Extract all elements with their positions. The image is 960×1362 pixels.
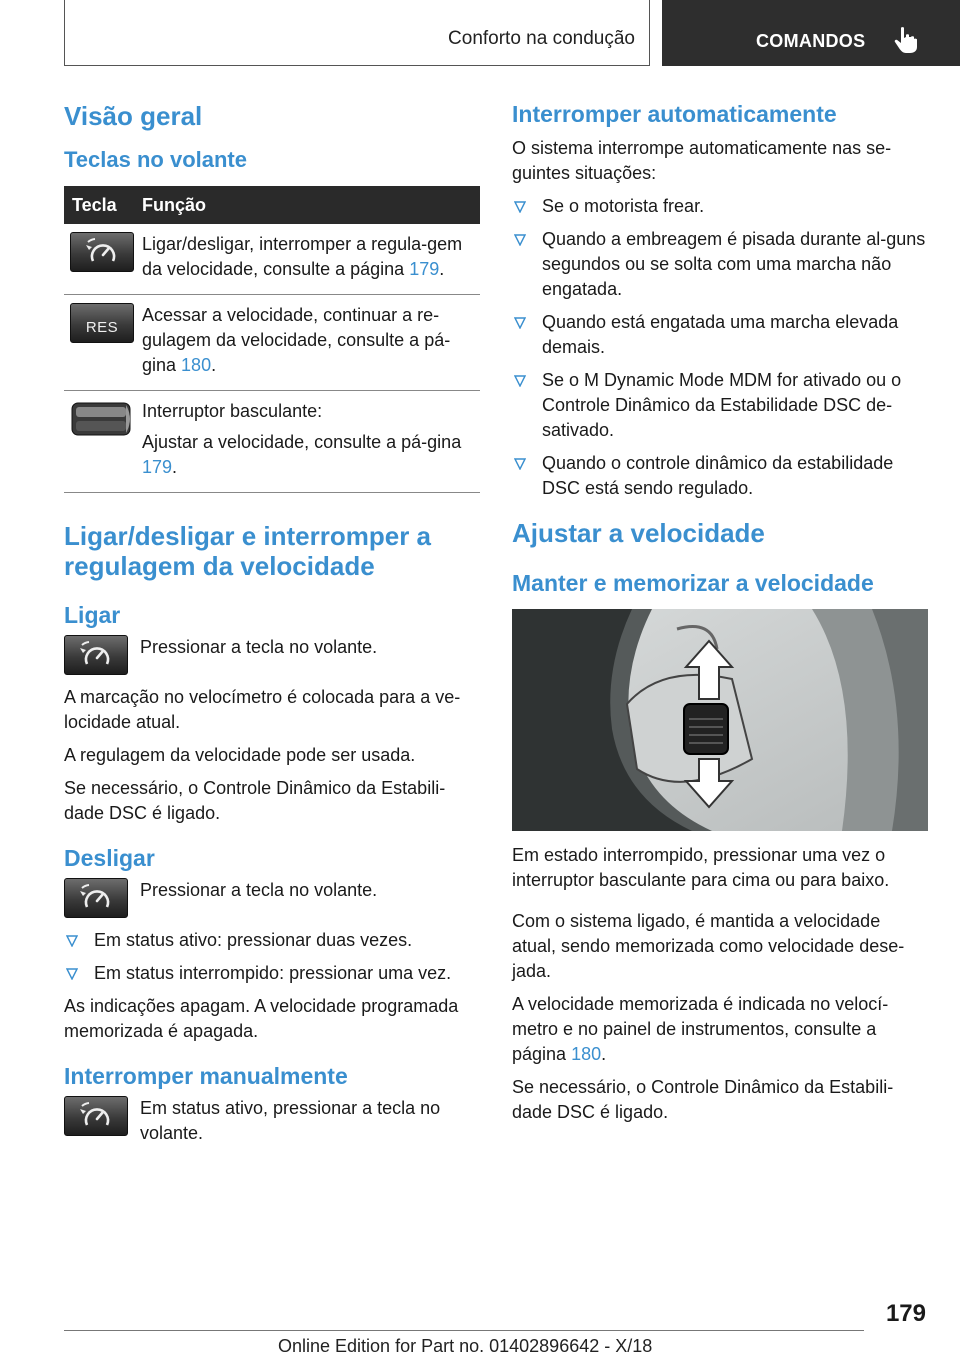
cruise-control-key-icon bbox=[64, 878, 128, 918]
triangle-bullet-icon bbox=[66, 968, 78, 980]
cruise-control-key-icon bbox=[64, 1096, 128, 1136]
hand-pointer-icon bbox=[894, 26, 920, 54]
res-key-icon bbox=[70, 303, 134, 343]
triangle-bullet-icon bbox=[514, 375, 526, 387]
rocker-label: Interruptor basculante: bbox=[142, 401, 323, 421]
table-row: RES Acessar a velocidade, continuar a re-gulagem da velocidade, consulte a pá-gina 180. bbox=[64, 295, 480, 391]
list-item: Quando o controle dinâmico da estabilidade DSC está sendo regulado. bbox=[512, 451, 928, 501]
adjust-p3: Se necessário, o Controle Dinâmico da Estabili-dade DSC é ligado. bbox=[512, 1077, 894, 1122]
manual-heading: Interromper manualmente bbox=[64, 1063, 348, 1089]
header-chapter-label: COMANDOS bbox=[756, 31, 866, 51]
triangle-bullet-icon bbox=[66, 935, 78, 947]
list-item: Se o M Dynamic Mode MDM for ativado ou o Controle Dinâmico da Estabilidade DSC de-sativado. bbox=[512, 368, 928, 443]
desligar-icon-text: Pressionar a tecla no volante. bbox=[140, 880, 378, 900]
cruise-control-key-icon bbox=[64, 635, 128, 675]
page-header bbox=[0, 0, 960, 66]
ligar-icon-text: Pressionar a tecla no volante. bbox=[140, 637, 378, 657]
header-section-box bbox=[64, 0, 650, 66]
page-link[interactable]: 180 bbox=[571, 1044, 602, 1064]
page-number: 179 bbox=[885, 1300, 926, 1327]
auto-intro: O sistema interrompe automaticamente nas se-guintes situações: bbox=[512, 138, 892, 183]
page-link[interactable]: 180 bbox=[181, 355, 212, 375]
steering-keys-heading: Teclas no volante bbox=[64, 147, 247, 172]
manual-icon-text: Em status ativo, pressionar a tecla no volante. bbox=[140, 1098, 441, 1143]
res-key-label: RES bbox=[85, 319, 119, 336]
adjust-speed-title: Ajustar a velocidade bbox=[512, 518, 765, 548]
ligar-p1: A marcação no velocímetro é colocada para a ve-locidade atual. bbox=[64, 687, 461, 732]
triangle-bullet-icon bbox=[514, 201, 526, 213]
list-item: Quando está engatada uma marcha elevada demais. bbox=[512, 310, 928, 360]
table-row: Ligar/desligar, interromper a regula-gem da velocidade, consulte a página 179. bbox=[64, 224, 480, 295]
right-column bbox=[512, 100, 928, 1133]
adjust-p2: A velocidade memorizada é indicada no velocí-metro e no painel de instrumentos, consulte a página 180. bbox=[512, 994, 889, 1064]
triangle-bullet-icon bbox=[514, 458, 526, 470]
auto-bullets bbox=[512, 194, 928, 501]
section-on-off-title: Ligar/desligar e interromper a regulagem da velocidade bbox=[64, 521, 432, 581]
header-section-title: Conforto na condução bbox=[448, 28, 635, 49]
rocker-switch-icon bbox=[70, 399, 134, 439]
triangle-bullet-icon bbox=[514, 234, 526, 246]
list-item: Quando a embreagem é pisada durante al-guns segundos ou se solta com uma marcha não engatada. bbox=[512, 227, 928, 302]
ligar-heading: Ligar bbox=[64, 602, 121, 628]
row-text: Ligar/desligar, interromper a regula-gem da velocidade, consulte a página bbox=[142, 234, 463, 279]
header-chapter-tab[interactable] bbox=[662, 0, 960, 66]
steering-rocker-photo bbox=[512, 609, 928, 831]
row-text: Acessar a velocidade, continuar a re-gulagem da velocidade, consulte a pá-gina bbox=[142, 305, 451, 375]
col-key-header: Tecla bbox=[64, 186, 142, 224]
auto-interrupt-heading: Interromper automaticamente bbox=[512, 101, 837, 127]
cruise-control-key-icon bbox=[70, 232, 134, 272]
ligar-p2: A regulagem da velocidade pode ser usada. bbox=[64, 745, 416, 765]
table-header-row bbox=[64, 186, 480, 224]
footer-divider bbox=[64, 1330, 864, 1331]
desligar-p1: As indicações apagam. A velocidade programada memorizada é apagada. bbox=[64, 996, 459, 1041]
col-function-header: Função bbox=[142, 186, 480, 224]
row-text: Ajustar a velocidade, consulte a pá-gina bbox=[142, 432, 462, 452]
page-link[interactable]: 179 bbox=[409, 259, 440, 279]
steering-keys-table bbox=[64, 186, 480, 493]
desligar-bullets bbox=[64, 928, 480, 986]
footer-edition: Online Edition for Part no. 01402896642 - X/18 bbox=[278, 1336, 653, 1356]
list-item: Se o motorista frear. bbox=[512, 194, 928, 219]
keep-speed-heading: Manter e memorizar a velocidade bbox=[512, 570, 874, 596]
ligar-p3: Se necessário, o Controle Dinâmico da Estabili-dade DSC é ligado. bbox=[64, 778, 446, 823]
desligar-heading: Desligar bbox=[64, 845, 155, 871]
triangle-bullet-icon bbox=[514, 317, 526, 329]
photo-caption: Em estado interrompido, pressionar uma vez o interruptor basculante para cima ou para baixo. bbox=[512, 845, 890, 890]
adjust-p1: Com o sistema ligado, é mantida a velocidade atual, sendo memorizada como velocidade dese-jada. bbox=[512, 911, 905, 981]
list-item: Em status ativo: pressionar duas vezes. bbox=[64, 928, 480, 953]
list-item: Em status interrompido: pressionar uma vez. bbox=[64, 961, 480, 986]
page-link[interactable]: 179 bbox=[142, 457, 173, 477]
table-row: Interruptor basculante: Ajustar a velocidade, consulte a pá-gina 179. bbox=[64, 391, 480, 493]
left-column bbox=[64, 100, 480, 1156]
overview-title: Visão geral bbox=[64, 101, 203, 131]
